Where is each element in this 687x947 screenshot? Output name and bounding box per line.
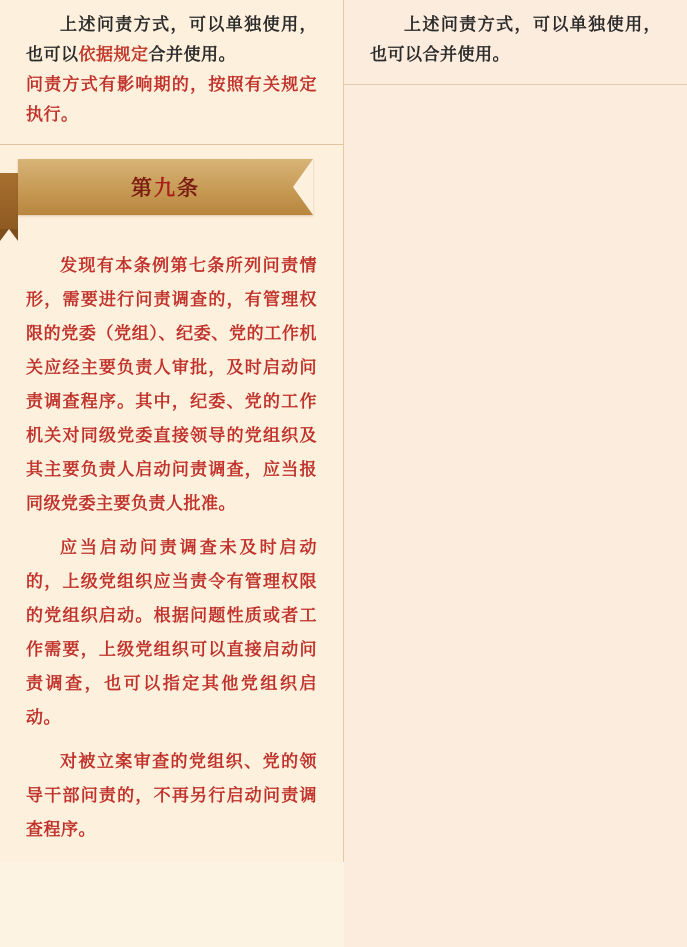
article-label-prefix: 第 <box>131 177 154 200</box>
left-column <box>0 0 344 862</box>
article-paragraph-3: 对被立案审查的党组织、党的领导干部问责的，不再另行启动问责调查程序。 <box>26 752 317 839</box>
right-top-text-block <box>344 0 687 85</box>
article-paragraph-1: 发现有本条例第七条所列问责情形，需要进行问责调查的，有管理权限的党委（党组）、纪委、党的工作机关应经主要负责人审批，及时启动问责调查程序。其中，纪委、党的工作机关对同级党委直接领导的党组织及其主要负责人启动问责调查，应当报同级党委主要负责人批准。 <box>26 256 317 513</box>
left-top-line-2-suffix: 合并使用。 <box>148 45 236 64</box>
left-top-text-block <box>0 0 343 145</box>
article-label-number: 九 <box>154 177 177 200</box>
article-label-suffix: 条 <box>177 177 200 200</box>
right-column <box>344 0 687 862</box>
right-empty-area <box>344 85 687 947</box>
article-body <box>0 237 343 867</box>
article-banner-ribbon <box>18 159 313 215</box>
left-top-line-2-prefix: 用，也可以 <box>26 15 318 64</box>
left-top-paragraph <box>26 10 317 70</box>
right-top-line-2: 用，也可以合并使用。 <box>370 15 662 64</box>
article-paragraph-2: 应当启动问责调查未及时启动的，上级党组织应当责令有管理权限的党组织启动。根据问题性质或者工作需要，上级党组织可以直接启动问责调查，也可以指定其他党组织启动。 <box>26 538 317 727</box>
article-banner <box>0 159 343 237</box>
ribbon-tail-shape <box>0 173 18 229</box>
article-banner-title <box>131 172 200 202</box>
right-top-line-1: 上述问责方式，可以单独使 <box>404 15 626 34</box>
left-top-paragraph-2: 问责方式有影响期的，按照有关规定执行。 <box>26 75 317 124</box>
left-top-line-2-highlight: 依据规定 <box>78 45 149 64</box>
left-top-line-1: 上述问责方式，可以单独使 <box>60 15 282 34</box>
right-top-paragraph <box>370 10 661 70</box>
